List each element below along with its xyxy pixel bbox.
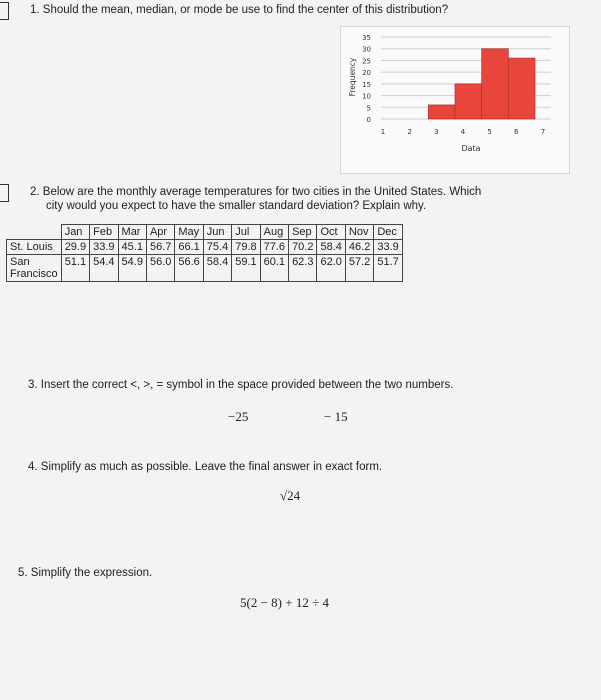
x-tick-label: 2 xyxy=(407,128,412,136)
x-tick-label: 1 xyxy=(380,128,386,136)
temperature-cell: 77.6 xyxy=(260,240,288,255)
y-tick-label: 30 xyxy=(362,45,371,54)
month-header: Aug xyxy=(260,225,288,240)
question-2-line1: 2. Below are the monthly average temperatures for two cities in the United States. Which xyxy=(30,186,482,198)
temperature-cell: 33.9 xyxy=(90,240,118,255)
month-header: Jul xyxy=(232,225,260,240)
temperature-cell: 79.8 xyxy=(232,240,260,255)
temperature-cell: 70.2 xyxy=(289,240,317,255)
temperature-cell: 56.7 xyxy=(146,240,174,255)
y-axis-label: Frequency xyxy=(348,57,357,97)
temperature-cell: 58.4 xyxy=(317,240,345,255)
y-tick-label: 35 xyxy=(362,34,371,42)
x-axis-label: Data xyxy=(461,144,481,153)
temperature-cell: 62.3 xyxy=(289,255,317,282)
temperature-cell: 56.0 xyxy=(146,255,174,282)
month-header: Jan xyxy=(61,225,89,240)
question-2-line2: city would you expect to have the smaller standard deviation? Explain why. xyxy=(46,200,427,212)
y-tick-label: 5 xyxy=(366,104,371,113)
temperature-cell: 58.4 xyxy=(203,255,231,282)
temperature-cell: 54.4 xyxy=(90,255,118,282)
table-corner-cell xyxy=(7,225,62,240)
x-tick-label: 3 xyxy=(434,128,439,136)
x-tick-label: 5 xyxy=(487,128,492,136)
x-tick-label: 7 xyxy=(540,128,546,136)
table-header-row xyxy=(7,225,403,240)
month-header: May xyxy=(175,225,203,240)
sqrt-radicand: 24 xyxy=(287,488,301,503)
temperature-cell: 62.0 xyxy=(317,255,345,282)
table-row xyxy=(7,240,403,255)
histogram-bar xyxy=(508,58,535,119)
histogram-bar xyxy=(455,84,482,119)
city-name-line2: Francisco xyxy=(10,268,58,280)
temperature-cell: 75.4 xyxy=(203,240,231,255)
temperature-cell: 33.9 xyxy=(374,240,402,255)
y-tick-label: 20 xyxy=(362,69,371,78)
month-header: Sep xyxy=(289,225,317,240)
x-tick-label: 6 xyxy=(514,128,519,136)
city-name: St. Louis xyxy=(7,240,62,255)
answer-box-marker xyxy=(0,184,9,202)
month-header: Dec xyxy=(374,225,402,240)
question-4-text: 4. Simplify as much as possible. Leave the final answer in exact form. xyxy=(28,461,383,473)
temperature-cell: 46.2 xyxy=(345,240,373,255)
month-header: Jun xyxy=(203,225,231,240)
temperature-cell: 54.9 xyxy=(118,255,146,282)
y-tick-label: 0 xyxy=(366,116,371,124)
histogram-svg xyxy=(341,27,569,173)
city-name xyxy=(7,255,62,282)
temperature-cell: 60.1 xyxy=(260,255,288,282)
temperature-table xyxy=(6,224,403,282)
temperature-cell: 51.7 xyxy=(374,255,402,282)
month-header: Mar xyxy=(118,225,146,240)
comparison-right-number: − 15 xyxy=(324,409,348,424)
y-tick-label: 25 xyxy=(362,57,371,66)
question-1-text: 1. Should the mean, median, or mode be use to find the center of this distribution? xyxy=(30,4,449,16)
month-header: Nov xyxy=(345,225,373,240)
table-row xyxy=(7,255,403,282)
temperature-cell: 66.1 xyxy=(175,240,203,255)
temperature-cell: 29.9 xyxy=(61,240,89,255)
temperature-cell: 51.1 xyxy=(61,255,89,282)
answer-box-marker xyxy=(0,2,9,20)
square-root-expression xyxy=(280,488,300,504)
expression: 5(2 − 8) + 12 ÷ 4 xyxy=(240,595,329,610)
temperature-cell: 59.1 xyxy=(232,255,260,282)
temperature-cell: 45.1 xyxy=(118,240,146,255)
histogram-chart xyxy=(340,26,570,174)
histogram-bar xyxy=(482,49,509,119)
month-header: Oct xyxy=(317,225,345,240)
question-3-text: 3. Insert the correct <, >, = symbol in the space provided between the two numbers. xyxy=(28,379,454,391)
temperature-cell: 56.6 xyxy=(175,255,203,282)
histogram-bar xyxy=(428,105,455,119)
y-tick-label: 10 xyxy=(362,92,371,101)
month-header: Feb xyxy=(90,225,118,240)
month-header: Apr xyxy=(146,225,174,240)
question-5-text: 5. Simplify the expression. xyxy=(18,567,153,579)
temperature-cell: 57.2 xyxy=(345,255,373,282)
city-name-line1: San xyxy=(10,256,30,268)
sqrt-symbol: √ xyxy=(280,488,288,503)
y-tick-label: 15 xyxy=(362,80,371,89)
x-tick-label: 4 xyxy=(460,128,466,136)
comparison-left-number: −25 xyxy=(228,409,249,424)
